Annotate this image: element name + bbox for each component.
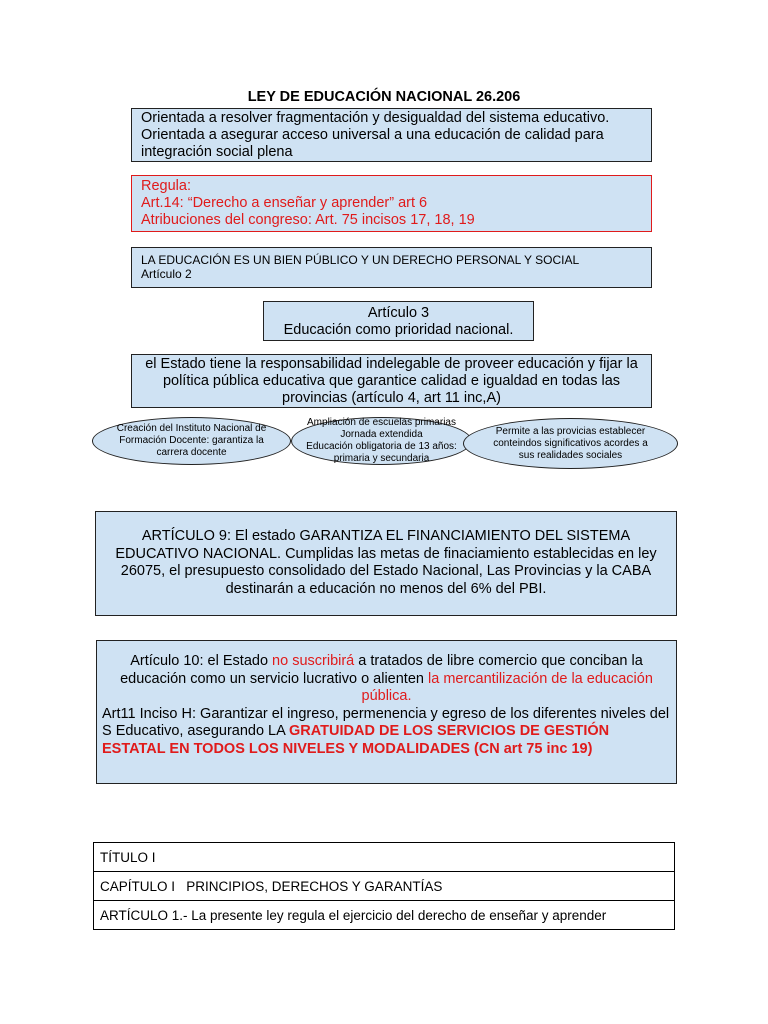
bien-publico-box — [131, 247, 652, 288]
table-cell: CAPÍTULO I PRINCIPIOS, DERECHOS Y GARANTÍAS — [94, 872, 675, 901]
articulo-9-text: ARTÍCULO 9: El estado GARANTIZA EL FINANCIAMIENTO DEL SISTEMA EDUCATIVO NACIONAL. Cumplidas las metas de finaciamiento establecidas en ley 26075, el presupuesto consolidado del Estado Nacional, Las Provincias y la CABA destinarán a educación no menos del 6% del PBI. — [115, 528, 657, 597]
articulo-10-part-4: la mercantilización de la educación pública. — [361, 670, 653, 704]
oval-ampliacion-line-1: Ampliación de escuelas primarias — [307, 417, 456, 428]
orientada-box — [131, 108, 652, 162]
table-row — [94, 901, 675, 930]
articulo-10-box — [96, 640, 677, 784]
oval-ampliacion-line-2: Jornada extendida — [340, 429, 423, 440]
table-row — [94, 872, 675, 901]
titulo-table — [93, 842, 675, 930]
table-cell: TÍTULO I — [94, 843, 675, 872]
oval-instituto — [92, 417, 291, 465]
articulo-3-box — [263, 301, 534, 341]
orientada-line-2: Orientada a asegurar acceso universal a una educación de calidad para integración social plena — [141, 127, 604, 160]
articulo-3-line-2: Educación como prioridad nacional. — [283, 322, 514, 338]
articulo-11-paragraph — [102, 706, 671, 759]
bien-publico-line-1: LA EDUCACIÓN ES UN BIEN PÚBLICO Y UN DERECHO PERSONAL Y SOCIAL — [141, 253, 580, 267]
table-cell: ARTÍCULO 1.- La presente ley regula el ejercicio del derecho de enseñar y aprender — [94, 901, 675, 930]
estado-responsabilidad-box — [131, 354, 652, 408]
document-title: LEY DE EDUCACIÓN NACIONAL 26.206 — [247, 89, 521, 105]
regula-box — [131, 175, 652, 232]
articulo-11-part-2: GRATUIDAD DE LOS SERVICIOS DE GESTIÓN ESTATAL EN TODOS LOS NIVELES Y MODALIDADES (CN art 75 inc 19) — [102, 723, 610, 757]
estado-responsabilidad-text: el Estado tiene la responsabilidad indelegable de proveer educación y fijar la política pública educativa que garantice calidad e igualdad en todas las provincias (artículo 4, art 11 inc,A) — [145, 356, 638, 406]
articulo-10-part-3: a tratados de libre comercio que conciban la educación como un servicio lucrativo o alienten — [120, 653, 643, 687]
articulo-9-box — [95, 511, 677, 616]
articulo-11-part-1: Art11 Inciso H: Garantizar el ingreso, permenencia y egreso de los diferentes niveles del S Educativo, asegurando LA — [102, 705, 670, 739]
articulo-3-line-1: Artículo 3 — [367, 305, 430, 321]
articulo-10-part-2: no suscribirá — [272, 653, 355, 669]
bien-publico-line-2: Artículo 2 — [141, 267, 192, 281]
oval-ampliacion-line-3: Educación obligatoria de 13 años: primaria y secundaria — [306, 441, 457, 464]
oval-provincias-text: Permite a las provicias establecer conteindos significativos acordes a sus realidades sociales — [493, 425, 648, 461]
oval-ampliacion — [291, 417, 472, 465]
regula-line-1: Art.14: “Derecho a enseñar y aprender” art 6 — [141, 195, 428, 211]
oval-provincias — [463, 418, 678, 469]
oval-instituto-text: Creación del Instituto Nacional de Formación Docente: garantiza la carrera docente — [116, 423, 267, 458]
regula-line-2: Atribuciones del congreso: Art. 75 incisos 17, 18, 19 — [141, 212, 475, 228]
orientada-line-1: Orientada a resolver fragmentación y desigualdad del sistema educativo. — [141, 110, 610, 126]
regula-heading: Regula: — [141, 178, 191, 194]
articulo-10-paragraph — [102, 653, 671, 706]
articulo-10-part-1: Artículo 10: el Estado — [130, 653, 273, 669]
table-row — [94, 843, 675, 872]
